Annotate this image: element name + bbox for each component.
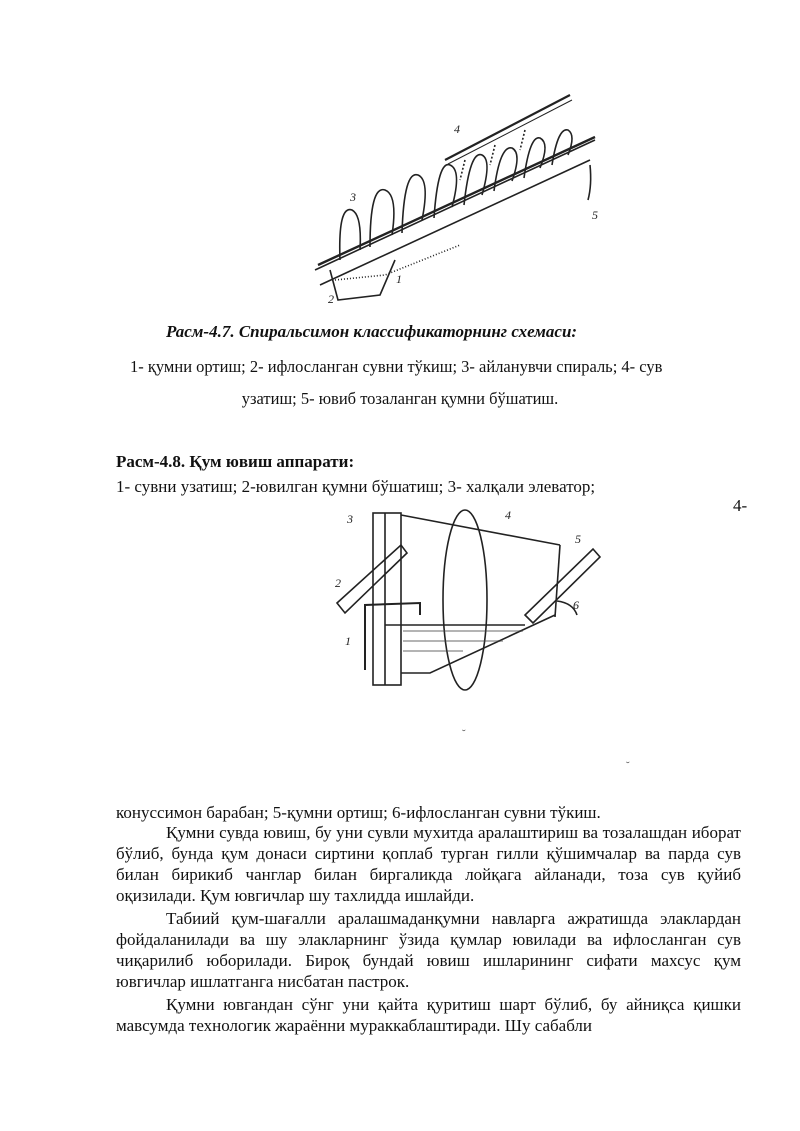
paragraph-text: Табиий қум-шағалли аралашмаданқумни навларга ажратишда элаклардан фойдаланилади ва шу элакларнинг ўзида қумлар ювилади ва ифлосланган сув чиқарилиб юборилади. Бироқ бундай ювиш ишларининг сифати махсус қум ювгичлар ишлатганга нисбатан пастрок. <box>116 909 741 991</box>
spiral-classifier-diagram <box>300 85 620 315</box>
paragraph-text: Қумни ювгандан сўнг уни қайта қуритиш шарт бўлиб, бу айниқса қишки мавсумда технологик жараённи мураккаблаштиради. Шу сабабли <box>116 995 741 1035</box>
figure-4-8-legend-item4-number: 4- <box>733 496 748 515</box>
label-3: 3 <box>347 512 353 526</box>
label-2: 2 <box>328 292 334 306</box>
figure-4-8-legend-line1: 1- сувни узатиш; 2-ювилган қумни бўшатиш; 3- халқали элеватор; <box>116 477 596 496</box>
label-2: 2 <box>335 576 341 590</box>
label-3: 3 <box>350 190 356 204</box>
stray-mark: ˘ <box>462 728 466 740</box>
label-1: 1 <box>396 272 402 286</box>
label-1: 1 <box>345 634 351 648</box>
label-6: 6 <box>573 598 579 612</box>
figure-4-7-legend-line2: узатиш; 5- ювиб тозаланган қумни бўшатиш. <box>241 389 559 408</box>
label-5: 5 <box>592 208 598 222</box>
label-4: 4 <box>454 122 460 136</box>
figure-4-8-legend-line2: конуссимон барабан; 5-қумни ортиш; 6-ифлосланган сувни тўкиш. <box>116 803 601 822</box>
label-4: 4 <box>505 508 511 522</box>
body-paragraph <box>116 994 741 1036</box>
paragraph-text: Қумни сувда ювиш, бу уни сувли мухитда аралаштириш ва тозалашдан иборат бўлиб, бунда қум донаси сиртини қоплаб турган гилли қўшимчалар ва парда сув билан бирикиб чанглар билан биргаликда лойқага айланади, тоза сув қуйиб оқизилади. Қум ювгичлар шу тахлидда ишлайди. <box>116 823 741 905</box>
sand-washing-apparatus-diagram <box>325 505 610 695</box>
body-paragraph <box>116 908 741 992</box>
stray-mark: ˘ <box>626 760 630 772</box>
figure-4-7-caption: Расм-4.7. Спиральсимон классификаторнинг схемаси: <box>166 322 578 341</box>
figure-4-8-caption: Расм-4.8. Қум ювиш аппарати: <box>116 452 355 471</box>
label-5: 5 <box>575 532 581 546</box>
body-paragraph <box>116 822 741 906</box>
figure-4-7-legend-line1: 1- қумни ортиш; 2- ифлосланган сувни тўкиш; 3- айланувчи спираль; 4- сув <box>130 357 663 376</box>
